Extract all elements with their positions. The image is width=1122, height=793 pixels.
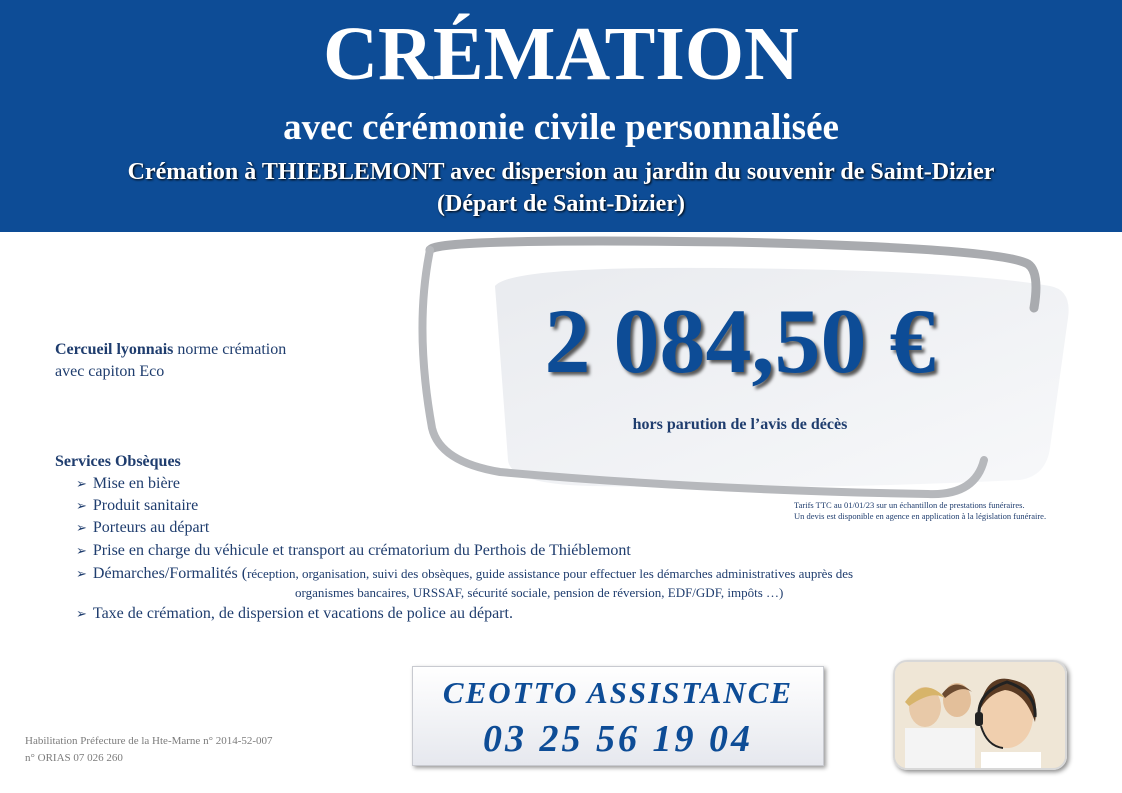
arrow-bullet-icon: ➢ — [76, 477, 87, 492]
formalities-detail: réception, organisation, suivi des obsèques, guide assistance pour effectuer les démarches administratives auprès des — [247, 566, 854, 581]
services-title: Services Obsèques — [55, 453, 181, 470]
price-amount: 2 084,50 € — [544, 290, 936, 392]
photo-illustration — [895, 662, 1065, 768]
list-item: ➢ Produit sanitaire — [76, 497, 199, 514]
departure-location: (Départ de Saint-Dizier) — [437, 191, 685, 217]
tarifs-line-2: Un devis est disponible en agence en application à la législation funéraire. — [794, 511, 1047, 521]
arrow-bullet-icon: ➢ — [76, 521, 87, 536]
list-item: ➢ Porteurs au départ — [76, 519, 210, 536]
list-item: ➢ Démarches/Formalités (réception, organisation, suivi des obsèques, guide assistance pour effectuer les démarches administratives auprès des — [76, 565, 854, 582]
page-title: CRÉMATION — [323, 12, 799, 96]
tarifs-line-1: Tarifs TTC au 01/01/23 sur un échantillon de prestations funéraires. — [794, 500, 1025, 510]
coffin-name: Cercueil lyonnais — [55, 341, 174, 358]
list-item: ➢ Prise en charge du véhicule et transport au crématorium du Perthois de Thiéblemont — [76, 542, 631, 559]
arrow-bullet-icon: ➢ — [76, 544, 87, 559]
call-center-photo — [893, 660, 1067, 770]
cremation-location: Crémation à THIEBLEMONT avec dispersion au jardin du souvenir de Saint-Dizier — [127, 159, 995, 185]
formalities-detail-continued: organismes bancaires, URSSAF, sécurité sociale, pension de réversion, EDF/GDF, impôts …) — [295, 585, 784, 600]
coffin-norm: norme crémation — [173, 341, 287, 358]
tarifs-disclaimer — [794, 500, 1094, 522]
footer-legal — [25, 733, 273, 767]
footer-habilitation: Habilitation Préfecture de la Hte-Marne n° 2014-52-007 — [25, 735, 273, 747]
coffin-description — [55, 339, 286, 383]
arrow-bullet-icon: ➢ — [76, 607, 87, 622]
phone-number: 03 25 56 19 04 — [483, 718, 753, 760]
page-subtitle: avec cérémonie civile personnalisée — [283, 107, 839, 148]
company-name: CEOTTO ASSISTANCE — [442, 675, 794, 710]
header-banner — [0, 0, 1122, 232]
price-note: hors parution de l’avis de décès — [632, 416, 848, 433]
list-item: ➢ Taxe de crémation, de dispersion et vacations de police au départ. — [76, 605, 513, 622]
arrow-bullet-icon: ➢ — [76, 499, 87, 514]
contact-box — [412, 666, 824, 766]
arrow-bullet-icon: ➢ — [76, 567, 87, 582]
footer-orias: n° ORIAS 07 026 260 — [25, 752, 123, 764]
list-item: ➢ Mise en bière — [76, 475, 180, 492]
coffin-padding: avec capiton Eco — [55, 363, 165, 380]
